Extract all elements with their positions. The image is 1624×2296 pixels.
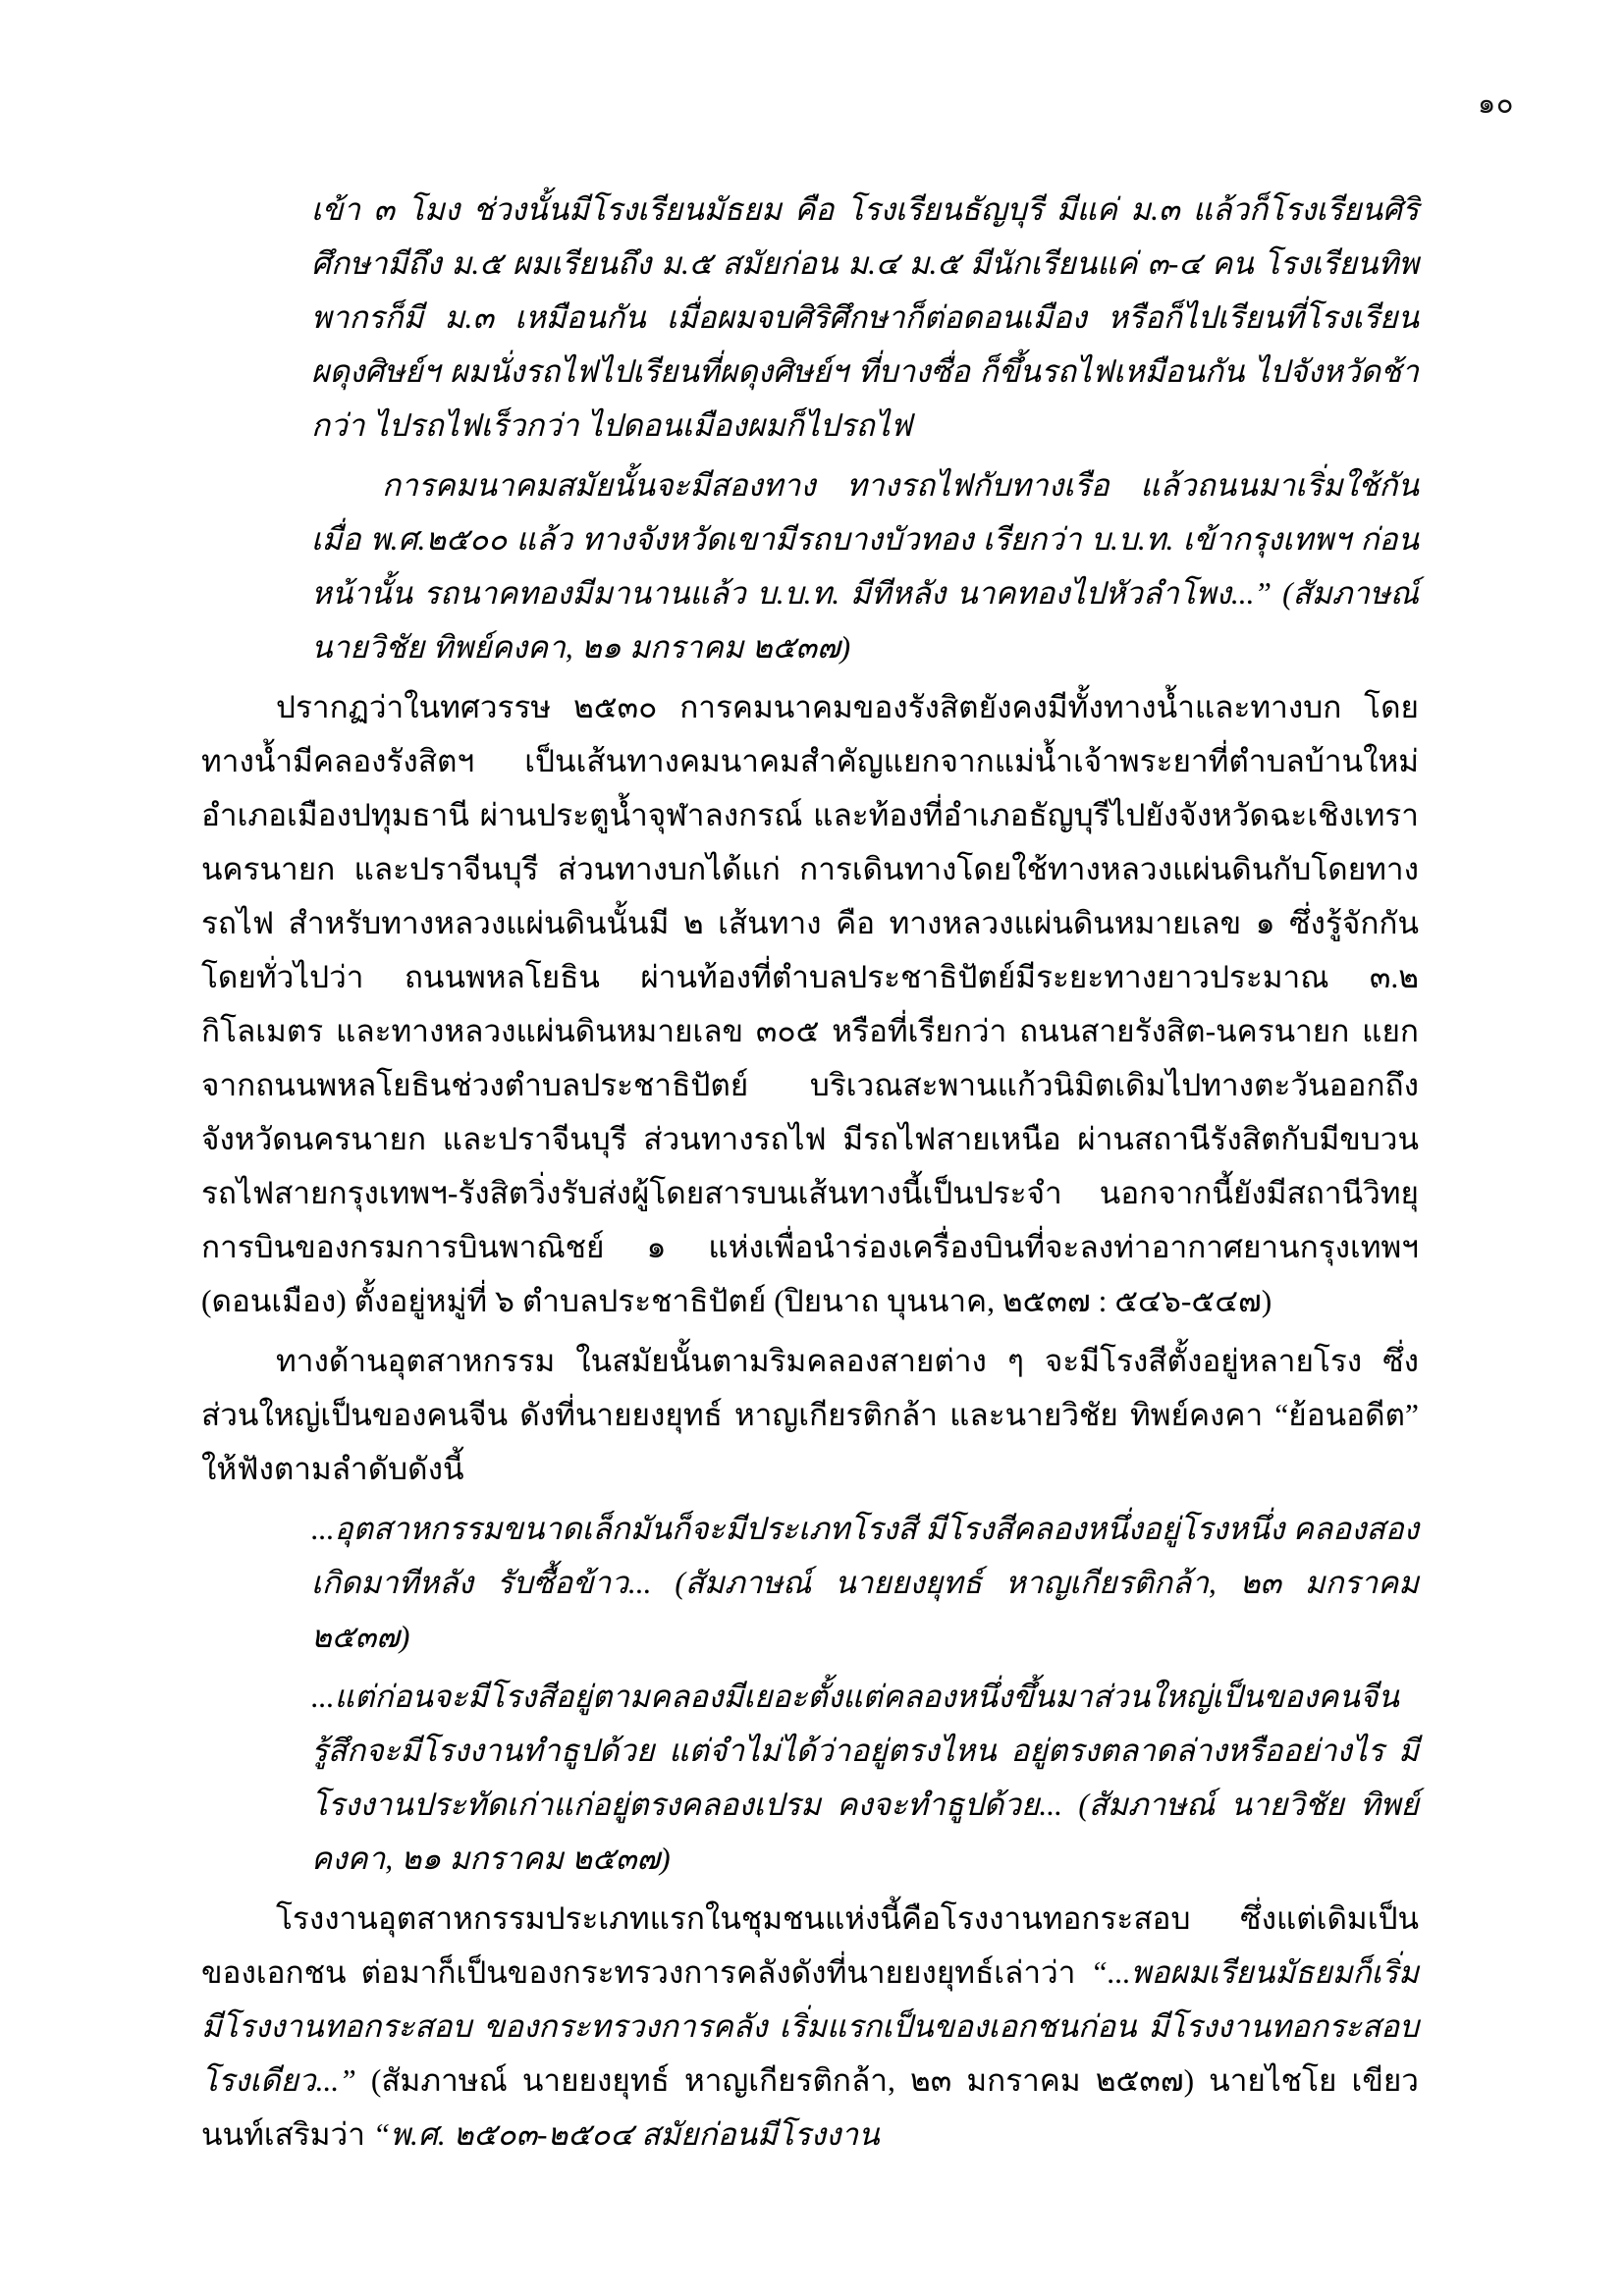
blockquote-interview-4: ...แต่ก่อนจะมีโรงสีอยู่ตามคลองมีเยอะตั้งแต่คลองหนึ่งขึ้นมาส่วนใหญ่เป็นของคนจีน รู้สึกจะมีโรงงานทำธูปด้วย แต่จำไม่ได้ว่าอยู่ตรงไหน อยู่ตรงตลาดล่างหรืออย่างไร มีโรงงานประทัดเก่าแก่อยู่ตรงคลองเปรม คงจะทำธูปด้วย... (สัมภาษณ์ นายวิชัย ทิพย์คงคา, ๒๑ มกราคม ๒๕๓๗) bbox=[311, 1680, 1419, 1876]
run-normal-2: (สัมภาษณ์ นายยงยุทธ์ หาญเกียรติกล้า, ๒๓ มกราคม ๒๕๓๗) นายไชโย เขียวนนท์เสริมว่า bbox=[201, 2063, 1419, 2152]
body-paragraph-sack-factory bbox=[201, 1892, 1419, 2162]
blockquote-interview-1: เข้า ๓ โมง ช่วงนั้นมีโรงเรียนมัธยม คือ โรงเรียนธัญบุรี มีแค่ ม.๓ แล้วก็โรงเรียนศิริศึกษามีถึง ม.๕ ผมเรียนถึง ม.๕ สมัยก่อน ม.๔ ม.๕ มีนักเรียนแค่ ๓-๔ คน โรงเรียนทิพพากรก็มี ม.๓ เหมือนกัน เมื่อผมจบศิริศึกษาก็ต่อดอนเมือง หรือก็ไปเรียนที่โรงเรียนผดุงศิษย์ฯ ผมนั่งรถไฟไปเรียนที่ผดุงศิษย์ฯ ที่บางซื่อ ก็ขึ้นรถไฟเหมือนกัน ไปจังหวัดช้ากว่า ไปรถไฟเร็วกว่า ไปดอนเมืองผมก็ไปรถไฟ bbox=[311, 192, 1419, 443]
page-number: ๑๐ bbox=[1477, 88, 1514, 120]
run-italic-2: “พ.ศ. ๒๕๐๓-๒๕๐๔ สมัยก่อนมีโรงงาน bbox=[372, 2117, 880, 2152]
run-italic-1: “...พอผมเรียนมัธยมก็เริ่มมีโรงงานทอกระสอบ ของกระทรวงการคลัง เริ่มแรกเป็นของเอกชนก่อน มีโรงงานทอกระสอบโรงเดียว...” bbox=[201, 1955, 1419, 2098]
page-content bbox=[201, 183, 1419, 2162]
blockquote-interview-3: ...อุตสาหกรรมขนาดเล็กมันก็จะมีประเภทโรงสี มีโรงสีคลองหนึ่งอยู่โรงหนึ่ง คลองสองเกิดมาทีหลัง รับซื้อข้าว... (สัมภาษณ์ นายยงยุทธ์ หาญเกียรติกล้า, ๒๓ มกราคม ๒๕๓๗) bbox=[311, 1512, 1419, 1654]
body-paragraph-transportation: ปรากฏว่าในทศวรรษ ๒๕๓๐ การคมนาคมของรังสิตยังคงมีทั้งทางน้ำและทางบก โดยทางน้ำมีคลองรังสิตฯ เป็นเส้นทางคมนาคมสำคัญแยกจากแม่น้ำเจ้าพระยาที่ตำบลบ้านใหม่ อำเภอเมืองปทุมธานี ผ่านประตูน้ำจุฬาลงกรณ์ และท้องที่อำเภอธัญบุรีไปยังจังหวัดฉะเชิงเทรา นครนายก และปราจีนบุรี ส่วนทางบกได้แก่ การเดินทางโดยใช้ทางหลวงแผ่นดินกับโดยทางรถไฟ สำหรับทางหลวงแผ่นดินนั้นมี ๒ เส้นทาง คือ ทางหลวงแผ่นดินหมายเลข ๑ ซึ่งรู้จักกันโดยทั่วไปว่า ถนนพหลโยธิน ผ่านท้องที่ตำบลประชาธิปัตย์มีระยะทางยาวประมาณ ๓.๒ กิโลเมตร และทางหลวงแผ่นดินหมายเลข ๓๐๕ หรือที่เรียกว่า ถนนสายรังสิต-นครนายก แยกจากถนนพหลโยธินช่วงตำบลประชาธิปัตย์ บริเวณสะพานแก้วนิมิตเดิมไปทางตะวันออกถึงจังหวัดนครนายก และปราจีนบุรี ส่วนทางรถไฟ มีรถไฟสายเหนือ ผ่านสถานีรังสิตกับมีขบวนรถไฟสายกรุงเทพฯ-รังสิตวิ่งรับส่งผู้โดยสารบนเส้นทางนี้เป็นประจำ นอกจากนี้ยังมีสถานีวิทยุการบินของกรมการบินพาณิชย์ ๑ แห่งเพื่อนำร่องเครื่องบินที่จะลงท่าอากาศยานกรุงเทพฯ (ดอนเมือง) ตั้งอยู่หมู่ที่ ๖ ตำบลประชาธิปัตย์ (ปิยนาถ บุนนาค, ๒๕๓๗ : ๕๔๖-๕๔๗) bbox=[201, 690, 1419, 1318]
body-paragraph-industry: ทางด้านอุตสาหกรรม ในสมัยนั้นตามริมคลองสายต่าง ๆ จะมีโรงสีตั้งอยู่หลายโรง ซึ่งส่วนใหญ่เป็นของคนจีน ดังที่นายยงยุทธ์ หาญเกียรติกล้า และนายวิชัย ทิพย์คงคา “ย้อนอดีต” ให้ฟังตามลำดับดังนี้ bbox=[201, 1344, 1419, 1486]
blockquote-interview-2: การคมนาคมสมัยนั้นจะมีสองทาง ทางรถไฟกับทางเรือ แล้วถนนมาเริ่มใช้กันเมื่อ พ.ศ.๒๕๐๐ แล้ว ทางจังหวัดเขามีรถบางบัวทอง เรียกว่า บ.บ.ท. เข้ากรุงเทพฯ ก่อนหน้านั้น รถนาคทองมีมานานแล้ว บ.บ.ท. มีทีหลัง นาคทองไปหัวลำโพง...” (สัมภาษณ์ นายวิชัย ทิพย์คงคา, ๒๑ มกราคม ๒๕๓๗) bbox=[311, 468, 1419, 665]
run-normal-1: โรงงานอุตสาหกรรมประเภทแรกในชุมชนแห่งนี้คือโรงงานทอกระสอบ ซึ่งแต่เดิมเป็นของเอกชน ต่อมาก็เป็นของกระทรวงการคลังดังที่นายยงยุทธ์เล่าว่า bbox=[201, 1901, 1419, 1990]
